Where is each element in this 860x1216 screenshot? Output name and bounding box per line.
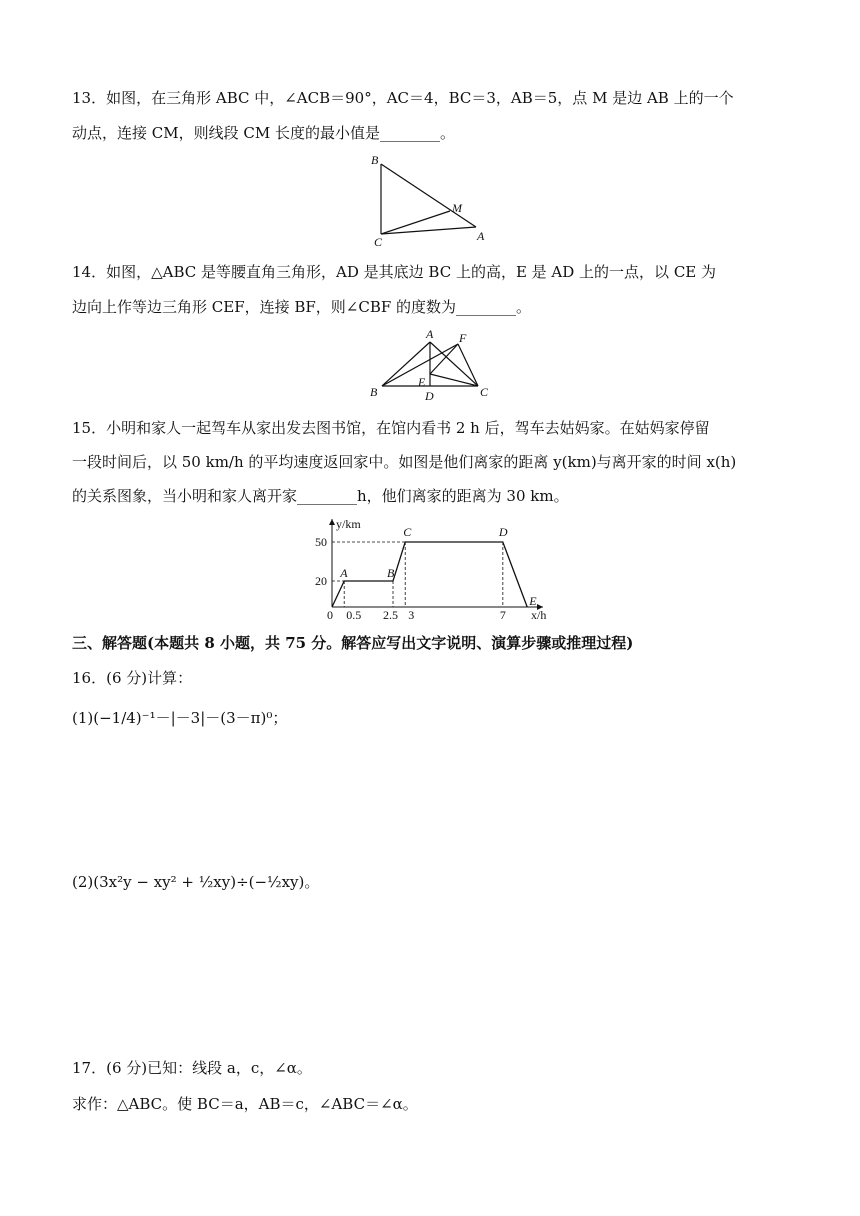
- chart-guides: [332, 542, 503, 607]
- section3-title: 三、解答题(本题共 8 小题，共 75 分。解答应写出文字说明、演算步骤或推理过程): [72, 634, 634, 652]
- q14-label-e: E: [418, 375, 426, 389]
- point-label-a: A: [340, 566, 348, 580]
- q14-label-b: B: [370, 385, 378, 399]
- q15-text-line1: 15．小明和家人一起驾车从家出发去图书馆，在馆内看书 2 h 后，驾车去姑妈家。在姑妈家停留: [72, 419, 710, 437]
- distance-time-chart: [305, 515, 555, 623]
- q14-label-d: D: [425, 389, 434, 403]
- q16-part1: (1)(−1/4)⁻¹－|－3|－(3－π)⁰；: [72, 709, 288, 727]
- chart-labels: [315, 517, 546, 622]
- q13-text-line2: 动点，连接 CM，则线段 CM 长度的最小值是________。: [72, 124, 455, 142]
- x-axis-label: x/h: [531, 608, 547, 622]
- q14-label-f: F: [459, 331, 467, 345]
- point-label-b: B: [387, 566, 395, 580]
- q14-text-line2: 边向上作等边三角形 CEF，连接 BF，则∠CBF 的度数为________。: [72, 298, 532, 316]
- x-tick-label-0-5: 0.5: [346, 608, 362, 622]
- x-tick-label-0: 0: [327, 608, 333, 622]
- q13-label-c: C: [374, 235, 383, 249]
- q15-text-line3: 的关系图象，当小明和家人离开家________h，他们离家的距离为 30 km。: [72, 487, 569, 505]
- q17-line2: 求作：△ABC。使 BC＝a，AB＝c，∠ABC＝∠α。: [72, 1095, 418, 1113]
- q16-part2: (2)(3x²y − xy² + ½xy)÷(−½xy)。: [72, 873, 320, 891]
- point-label-e: E: [529, 594, 537, 608]
- q17-line1: 17．(6 分)已知：线段 a，c，∠α。: [72, 1059, 312, 1077]
- chart-series: [332, 542, 527, 607]
- x-tick-label-7: 7: [499, 608, 506, 622]
- q14-triangle-figure: [362, 326, 502, 406]
- q13-triangle-figure: [366, 150, 496, 250]
- q14-label-a: A: [426, 327, 434, 341]
- q14-text-line1: 14．如图，△ABC 是等腰直角三角形，AD 是其底边 BC 上的高，E 是 AD 上的一点，以 CE 为: [72, 263, 717, 281]
- point-label-c: C: [403, 525, 412, 539]
- y-axis-arrow: [329, 519, 335, 525]
- point-label-d: D: [498, 525, 508, 539]
- q13-label-b: B: [371, 153, 379, 167]
- y-tick-label-50: 50: [315, 535, 327, 549]
- q15-text-line2: 一段时间后，以 50 km/h 的平均速度返回家中。如图是他们离家的距离 y(km)与离开家的时间 x(h): [72, 453, 737, 471]
- q13-label-m: M: [452, 201, 462, 215]
- q16-header: 16．(6 分)计算：: [72, 669, 193, 687]
- y-axis-label: y/km: [336, 517, 361, 531]
- x-tick-label-3: 3: [408, 608, 415, 622]
- x-tick-label-2-5: 2.5: [383, 608, 399, 622]
- q13-label-a: A: [477, 229, 485, 243]
- q13-text-line1: 13．如图，在三角形 ABC 中，∠ACB＝90°，AC＝4，BC＝3，AB＝5，点 M 是边 AB 上的一个: [72, 89, 734, 107]
- q14-label-c: C: [480, 385, 489, 399]
- y-tick-label-20: 20: [315, 574, 327, 588]
- distance-line: [332, 542, 527, 607]
